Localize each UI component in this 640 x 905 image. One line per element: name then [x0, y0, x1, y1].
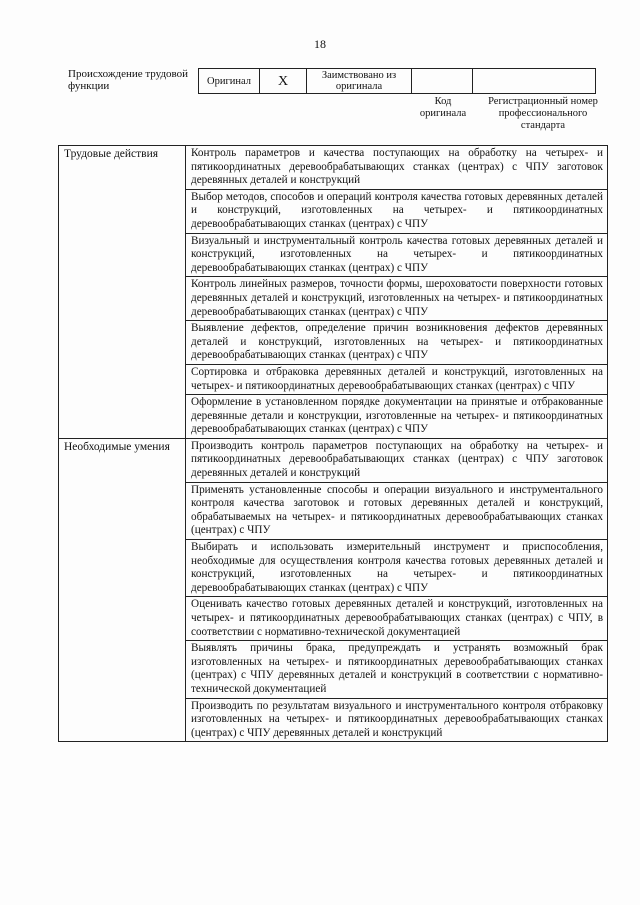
list-item: Контроль линейных размеров, точности формы, шероховатости поверхности готовых деревянных деталей и конструкций, изготовленных на четырех- и пятикоординатных деревообрабатывающих станках (центрах) с ЧПУ: [186, 277, 607, 321]
section-label: Необходимые умения: [59, 438, 186, 741]
list-item: Визуальный и инструментальный контроль качества готовых деревянных деталей и конструкций, изготовленных на четырех- и пятикоординатных деревообрабатывающих станках (центрах) с ЧПУ: [186, 234, 607, 278]
list-item: Выбирать и использовать измерительный инструмент и приспособления, необходимые для осуществления контроля качества готовых деревянных деталей и конструкций, изготовленных на четырех- и пятикоординатных деревообрабатывающих станках (центрах) с ЧПУ: [186, 540, 607, 597]
borrowed-cell: Заимствовано из оригинала: [307, 69, 412, 93]
code-original-label: Код оригинала: [419, 96, 467, 119]
list-item: Контроль параметров и качества поступающих на обработку на четырех- и пятикоординатных деревообрабатывающих станках (центрах) с ЧПУ заготовок деревянных деталей и конструкций: [186, 146, 607, 190]
list-item: Оформление в установленном порядке документации на принятые и отбракованные деревянные детали и конструкции, изготовленные на четырех- и пятикоординатных деревообрабатывающих станках (центрах) с ЧПУ: [191, 396, 603, 436]
original-mark: X: [260, 69, 307, 93]
code-cell: [412, 69, 473, 93]
original-cell: Оригинал: [199, 69, 260, 93]
origin-label: Происхождение трудовой функции: [68, 68, 189, 92]
section-label: Трудовые действия: [59, 146, 186, 439]
labor-function-table: [58, 145, 608, 742]
list-item: Применять установленные способы и операции визуального и инструментального контроля качества заготовок и готовых деревянных деталей и конструкций, обрабатываемых на четырех- и пятикоординатных деревообрабатывающих станках (центрах) с ЧПУ: [186, 483, 607, 540]
section-items: [186, 146, 608, 439]
list-item: Производить контроль параметров поступающих на обработку на четырех- и пятикоординатных деревообрабатывающих станках (центрах) с ЧПУ заготовок деревянных деталей и конструкций: [186, 439, 607, 483]
list-item: Производить по результатам визуального и инструментального контроля отбраковку изготовленных на четырех- и пятикоординатных деревообрабатывающих станках (центрах) с ЧПУ деревянных деталей и конструкций: [191, 699, 603, 739]
section-row: [59, 146, 608, 439]
list-item: Выбор методов, способов и операций контроля качества готовых деревянных деталей и конструкций, изготовленных на четырех- и пятикоординатных деревообрабатывающих станках (центрах) с ЧПУ: [186, 190, 607, 234]
reg-number-cell: [473, 69, 595, 93]
list-item: Оценивать качество готовых деревянных деталей и конструкций, изготовленных на четырех- и пятикоординатных деревообрабатывающих станках (центрах) с ЧПУ, в соответствии с нормативно-технической документацией: [186, 597, 607, 641]
page-number: 18: [314, 37, 326, 51]
list-item: Выявление дефектов, определение причин возникновения дефектов деревянных деталей и конструкций, изготовленных на четырех- и пятикоординатных деревообрабатывающих станках (центрах) с ЧПУ: [186, 321, 607, 365]
list-item: Сортировка и отбраковка деревянных деталей и конструкций, изготовленных на четырех- и пятикоординатных деревообрабатывающих станках (центрах) с ЧПУ: [186, 365, 607, 395]
section-items: [186, 438, 608, 741]
reg-number-label: Регистрационный номер профессионального стандарта: [488, 96, 598, 131]
section-row: [59, 438, 608, 741]
origin-table: [198, 68, 596, 94]
list-item: Выявлять причины брака, предупреждать и устранять возможный брак изготовленных на четырех- и пятикоординатных деревообрабатывающих станках (центрах) с ЧПУ деревянных деталей и конструкций в соответствии с нормативно-технической документацией: [186, 641, 607, 698]
